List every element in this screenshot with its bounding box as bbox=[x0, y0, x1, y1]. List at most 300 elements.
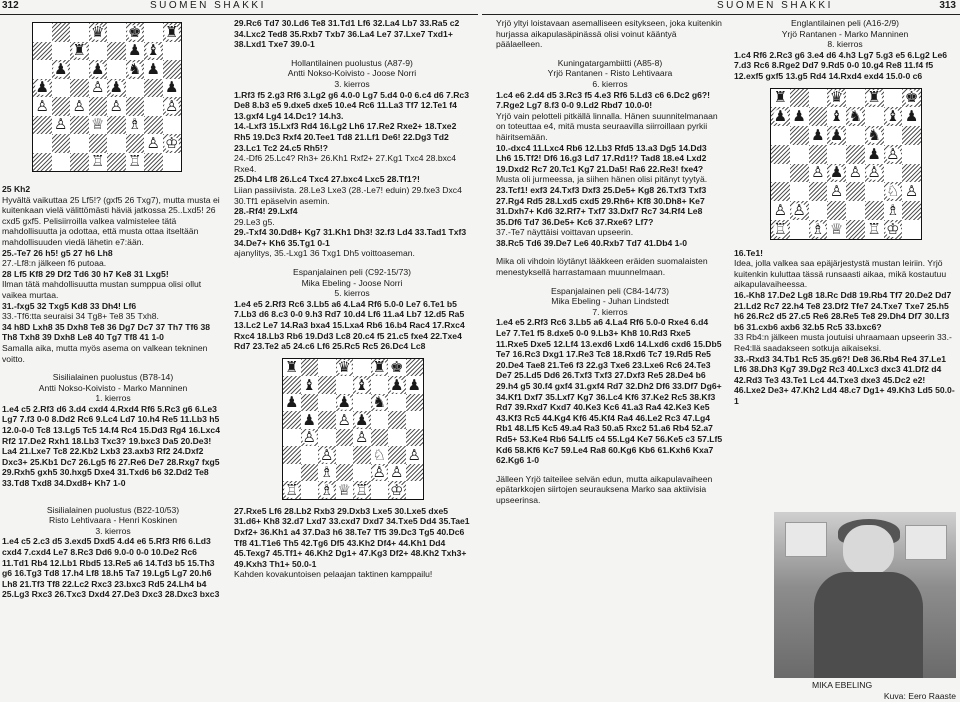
game-title: Hollantilainen puolustus (A87-9) bbox=[291, 57, 413, 68]
chess-piece-icon: ♙ bbox=[811, 164, 825, 182]
board-square bbox=[70, 23, 89, 42]
game-moves: 1.c4 Rf6 2.Rc3 g6 3.e4 d6 4.h3 Lg7 5.g3 e5 6.Lg2 Le6 7.d3 Rc6 8.Rge2 Dd7 9.Rd5 0-0 10.g4 Re8 11.f4 f5 12.exf5 gxf5 13.g5 Rd4 14.Rxd4 exd4 15.0-0 c6 bbox=[734, 49, 948, 81]
board-square bbox=[388, 429, 406, 447]
board-square bbox=[827, 220, 846, 239]
player-photo bbox=[774, 512, 956, 678]
chess-piece-icon: ♙ bbox=[165, 97, 179, 115]
board-square bbox=[33, 42, 52, 61]
chess-piece-icon: ♚ bbox=[128, 23, 142, 41]
board-square bbox=[52, 42, 71, 61]
board-square bbox=[790, 201, 809, 220]
annotation-text: Jälleen Yrjö taiteilee selvän edun, mutta aikapulavaiheen epätarkkojen siirtojen seurauksena Marko saa aktiivisia upseerinsa. bbox=[496, 473, 713, 505]
chess-piece-icon: ♛ bbox=[337, 359, 351, 377]
board-square bbox=[89, 134, 108, 153]
chess-piece-icon: ♙ bbox=[146, 134, 160, 152]
game-players: Antti Nokso-Koivisto - Joose Norri bbox=[287, 68, 417, 79]
annotation-text: 29.Le3 g5. bbox=[234, 216, 275, 227]
board-square bbox=[336, 376, 354, 394]
board-square bbox=[353, 394, 371, 412]
board-square bbox=[33, 134, 52, 153]
board-square bbox=[301, 411, 319, 429]
board-square bbox=[318, 411, 336, 429]
left-page bbox=[0, 0, 478, 702]
chess-piece-icon: ♟ bbox=[165, 79, 179, 97]
game-moves: 23.Tcf1! exf3 24.Txf3 Dxf3 25.De5+ Kg8 26.Txf3 Txf3 27.Rg4 Rd5 28.Lxd5 cxd5 29.Rh6+ Kf8 30.Dh8+ Ke7 31.Dxh7+ Kd6 32.Rf7+ Txf7 33.Dxf7 Rc7 34.Rf4 Le8 35.Df6 Td7 36.De5+ Kc6 37.Rxe6? Lf7? bbox=[496, 184, 707, 227]
move-text: 38.Rc5 Td6 39.De7 Le6 40.Rxb7 Td7 41.Db4 1-0 bbox=[496, 237, 688, 248]
board-square bbox=[353, 376, 371, 394]
board-square bbox=[771, 89, 790, 108]
board-square bbox=[809, 164, 828, 183]
board-square bbox=[846, 201, 865, 220]
game-round: 5. kierros bbox=[334, 288, 370, 299]
board-square bbox=[827, 182, 846, 201]
board-square bbox=[144, 134, 163, 153]
chess-piece-icon: ♟ bbox=[773, 108, 788, 126]
page-number: 312 bbox=[2, 0, 19, 11]
board-square bbox=[318, 394, 336, 412]
chess-piece-icon: ♟ bbox=[829, 126, 844, 144]
game-moves: 14.-Lxf3 15.Lxf3 Rd4 16.Lg2 Lh6 17.Re2 Rxe2+ 18.Txe2 Rh5 19.Dc3 Rxf4 20.Tee1 Td8 21.Lf1 De6! 22.Dg3 Td2 23.Lc1 Tc2 24.c5 Rh5!? bbox=[234, 121, 457, 153]
chess-piece-icon: ♘ bbox=[372, 446, 386, 464]
board-square bbox=[318, 359, 336, 377]
board-square bbox=[301, 394, 319, 412]
chess-piece-icon: ♙ bbox=[320, 446, 334, 464]
board-square bbox=[336, 359, 354, 377]
move-text: 29.-Txf4 30.Dd8+ Kg7 31.Kh1 Dh3! 32.f3 Ld4 33.Tad1 Txf3 34.De7+ Kh6 35.Tg1 0-1 bbox=[234, 227, 467, 248]
annotation-text: Samalla aika, mutta myös asema on valkean tekninen voitto. bbox=[2, 342, 208, 364]
chess-piece-icon: ♟ bbox=[355, 411, 369, 429]
chess-piece-icon: ♖ bbox=[91, 153, 105, 171]
board-square bbox=[771, 126, 790, 145]
board-square bbox=[89, 42, 108, 61]
chess-piece-icon: ♟ bbox=[54, 60, 68, 78]
chess-piece-icon: ♖ bbox=[867, 220, 881, 238]
annotation-text: Idea, jolla valkea saa epäjärjestystä mustan leiriin. Yrjö kuitenkin kuluttaa tässä runsaasti aikaa, mikä kostautuu aikapulavaiheessa. bbox=[734, 258, 947, 290]
chess-piece-icon: ♚ bbox=[390, 359, 404, 377]
board-square bbox=[144, 116, 163, 135]
board-square bbox=[283, 411, 301, 429]
chess-piece-icon: ♜ bbox=[165, 23, 179, 41]
annotation-text: 37.-Te7 näyttäisi voittavan upseerin. bbox=[496, 227, 634, 238]
board-square bbox=[371, 359, 389, 377]
annotation-text: ajanylitys, 35.-Lxg1 36 Txg1 Dh5 voittoaseman. bbox=[234, 248, 415, 259]
board-square bbox=[771, 145, 790, 164]
chess-piece-icon: ♙ bbox=[54, 116, 68, 134]
board-square bbox=[884, 107, 903, 126]
board-square bbox=[388, 359, 406, 377]
game-players: Mika Ebeling - Joose Norri bbox=[301, 277, 403, 288]
board-square bbox=[107, 134, 126, 153]
board-square bbox=[70, 134, 89, 153]
chess-piece-icon: ♟ bbox=[91, 60, 105, 78]
board-square bbox=[163, 134, 182, 153]
game-title: Espanjalainen peli (C84-14/73) bbox=[550, 285, 669, 296]
chess-piece-icon: ♙ bbox=[109, 97, 123, 115]
annotation-text: 33.-Tf6:tta seuraisi 34 Tg8+ Te8 35 Txh8. bbox=[2, 311, 159, 322]
move-text: 28 Lf5 Kf8 29 Df2 Td6 30 h7 Ke8 31 Lxg5! bbox=[2, 268, 169, 279]
board-square bbox=[884, 126, 903, 145]
board-square bbox=[89, 23, 108, 42]
chess-piece-icon: ♞ bbox=[128, 60, 142, 78]
chess-piece-icon: ♛ bbox=[91, 23, 105, 41]
board-square bbox=[809, 145, 828, 164]
board-square bbox=[809, 89, 828, 108]
chess-piece-icon: ♟ bbox=[285, 394, 299, 412]
board-square bbox=[809, 126, 828, 145]
board-square bbox=[846, 164, 865, 183]
chess-piece-icon: ♙ bbox=[792, 201, 806, 219]
board-square bbox=[126, 97, 145, 116]
chess-piece-icon: ♙ bbox=[773, 201, 788, 219]
board-square bbox=[902, 89, 921, 108]
board-square bbox=[52, 116, 71, 135]
board-square bbox=[283, 481, 301, 499]
board-square bbox=[865, 89, 884, 108]
board-square bbox=[318, 429, 336, 447]
chess-piece-icon: ♙ bbox=[886, 145, 900, 163]
board-square bbox=[371, 376, 389, 394]
board-square bbox=[89, 116, 108, 135]
board-square bbox=[283, 446, 301, 464]
board-square bbox=[126, 42, 145, 61]
chess-piece-icon: ♙ bbox=[35, 97, 49, 115]
board-square bbox=[865, 182, 884, 201]
annotation-text: Yrjö yltyi loistavaan asemalliseen esitykseen, joka kuitenkin hurjassa aikapulasäpinässä olisi voinut kääntyä päälaelleen. bbox=[496, 18, 722, 50]
board-square bbox=[827, 89, 846, 108]
photo-caption-credit: Kuva: Eero Raaste bbox=[883, 691, 956, 701]
board-square bbox=[902, 107, 921, 126]
board-square bbox=[884, 89, 903, 108]
chess-piece-icon: ♙ bbox=[867, 164, 881, 182]
chess-piece-icon: ♙ bbox=[407, 446, 421, 464]
game-moves: 27.Rxe5 Lf6 28.Lb2 Rxb3 29.Dxb3 Lxe5 30.Lxe5 dxe5 31.d6+ Kh8 32.d7 Lxd7 33.cxd7 Dxd7 34.Txe5 Dd4 35.Tae1 Dxf2+ 36.Kh1 a4 37.Da3 h6 38.Te7 Tf5 39.Dc3 Tg5 40.Dc6 Tf8 41.T1e6 Th5 42.Tg6 Df5 43.Kh2 Df4+ 44.Kh1 Dd4 45.Texg7 45.Tf1+ 46.Kh2 Dg1+ 47.Kg3 Df2+ 48.Kh2 Txh3+ 49.Kxh3 Th1+ 50.0-1 bbox=[234, 505, 470, 569]
page-number: 313 bbox=[939, 0, 956, 11]
annotation-text: Mika oli vihdoin löytänyt lääkkeen eräiden suomalaisten menestyksellä harrastamaan muunnelmaan. bbox=[496, 256, 708, 278]
game-players: Yrjö Rantanen - Risto Lehtivaara bbox=[547, 68, 673, 79]
chess-piece-icon: ♟ bbox=[109, 79, 123, 97]
game-title: Kuningatargambiitti (A85-8) bbox=[557, 57, 663, 68]
game-players: Risto Lehtivaara - Henri Koskinen bbox=[48, 515, 177, 526]
board-square bbox=[846, 145, 865, 164]
chess-piece-icon: ♟ bbox=[407, 376, 421, 394]
chess-piece-icon: ♕ bbox=[337, 481, 351, 499]
game-moves: 33.-Rxd3 34.Tb1 Rc5 35.g6?! De8 36.Rb4 Re4 37.Le1 Lf6 38.Dh3 Kg7 39.Dg2 Rc3 40.Lxc3 dxc3 41.Df2 d4 42.Rd3 Te3 43.Te1 Lc4 44.Txe3 dxe3 45.Dc2 e2! 46.Lxe2 De3+ 47.Kh2 Ld4 48.c7 Dg1+ 49.Kh3 Ld5 50.0-1 bbox=[734, 353, 955, 406]
chess-piece-icon: ♜ bbox=[867, 89, 881, 107]
game-round: 3. kierros bbox=[334, 78, 370, 89]
game-moves: 1.Rf3 f5 2.g3 Rf6 3.Lg2 g6 4.0-0 Lg7 5.d4 0-0 6.c4 d6 7.Rc3 De8 8.b3 e5 9.dxe5 dxe5 10.e4 Rc6 11.La3 Tf7 12.Te1 f4 13.gxf4 Lg4 14.Dc1? 14.h3. bbox=[234, 89, 469, 121]
board-square bbox=[318, 446, 336, 464]
board-square bbox=[865, 126, 884, 145]
board-square bbox=[144, 79, 163, 98]
board-square bbox=[388, 394, 406, 412]
board-square bbox=[144, 60, 163, 79]
board-square bbox=[846, 89, 865, 108]
board-square bbox=[107, 42, 126, 61]
board-square bbox=[70, 79, 89, 98]
board-square bbox=[336, 411, 354, 429]
chess-piece-icon: ♙ bbox=[72, 97, 86, 115]
board-square bbox=[827, 164, 846, 183]
board-square bbox=[336, 464, 354, 482]
left-column-1 bbox=[2, 18, 224, 698]
board-square bbox=[126, 153, 145, 172]
chess-piece-icon: ♝ bbox=[886, 108, 900, 126]
board-square bbox=[70, 116, 89, 135]
board-square bbox=[884, 164, 903, 183]
board-square bbox=[865, 220, 884, 239]
board-square bbox=[371, 446, 389, 464]
game-players: Yrjö Rantanen - Marko Manninen bbox=[781, 28, 909, 39]
chess-piece-icon: ♖ bbox=[285, 481, 299, 499]
board-square bbox=[771, 164, 790, 183]
board-square bbox=[301, 481, 319, 499]
chess-piece-icon: ♟ bbox=[390, 376, 404, 394]
game-round: 1. kierros bbox=[95, 393, 131, 404]
game-moves: 1.c4 e6 2.d4 d5 3.Rc3 f5 4.e3 Rf6 5.Ld3 c6 6.Dc2 g6?! 7.Rge2 Lg7 8.f3 0-0 9.Ld2 Rbd7 10.0-0! bbox=[496, 89, 710, 111]
board-square bbox=[107, 116, 126, 135]
annotation-text: 24.-Df6 25.Lc4? Rh3+ 26.Kh1 Rxf2+ 27.Kg1 Txc4 28.bxc4 Rxe4. bbox=[234, 153, 456, 174]
board-square bbox=[406, 481, 424, 499]
chess-piece-icon: ♙ bbox=[372, 464, 386, 482]
board-square bbox=[353, 359, 371, 377]
chess-piece-icon: ♔ bbox=[390, 481, 404, 499]
board-square bbox=[107, 23, 126, 42]
chess-piece-icon: ♙ bbox=[302, 429, 316, 447]
game-title: Espanjalainen peli (C92-15/73) bbox=[292, 267, 411, 278]
board-square bbox=[163, 97, 182, 116]
board-square bbox=[70, 42, 89, 61]
board-square bbox=[790, 107, 809, 126]
board-square bbox=[388, 481, 406, 499]
chess-piece-icon: ♙ bbox=[904, 183, 919, 201]
move-text: 34 h8D Lxh8 35 Dxh8 Te8 36 Dg7 Dc7 37 Th7 Tf6 38 Th8 Txh8 39 Dxh8 Le8 40 Tg7 Tf8 41 1-0 bbox=[2, 321, 211, 343]
chess-piece-icon: ♕ bbox=[829, 220, 844, 238]
game-moves: 1.e4 e5 2.Rf3 Rc6 3.Lb5 a6 4.La4 Rf6 5.0-0 Le7 6.Te1 b5 7.Lb3 d6 8.c3 0-0 9.h3 Rd7 10.d4 Lf6 11.a4 Lb7 12.d5 Ra5 13.Lc2 Le7 14.Ra3 bxa4 15.Lxa4 Rb6 16.b4 Rac4 17.Rxc4 Rxc4 18.Lb3 Rb6 19.Dd3 Lc8 20.c4 f5 21.c5 fxe4 22.Txe4 Rd7 23.Te2 a5 24.c6 Lf6 25.Rc5 Rc5 26.Dc4 Lc8 bbox=[234, 298, 465, 352]
game-round: 3. kierros bbox=[95, 525, 131, 536]
board-square bbox=[89, 79, 108, 98]
board-square bbox=[353, 411, 371, 429]
chess-piece-icon: ♗ bbox=[886, 201, 900, 219]
right-column-1 bbox=[496, 18, 724, 698]
board-square bbox=[33, 153, 52, 172]
board-square bbox=[406, 429, 424, 447]
board-square bbox=[318, 464, 336, 482]
board-square bbox=[884, 201, 903, 220]
board-square bbox=[865, 145, 884, 164]
board-square bbox=[33, 97, 52, 116]
chess-piece-icon: ♙ bbox=[390, 464, 404, 482]
board-square bbox=[902, 201, 921, 220]
board-square bbox=[52, 134, 71, 153]
chess-piece-icon: ♟ bbox=[867, 145, 881, 163]
chess-piece-icon: ♟ bbox=[302, 411, 316, 429]
chess-piece-icon: ♟ bbox=[337, 394, 351, 412]
board-square bbox=[144, 97, 163, 116]
game-moves: 1.e4 c5 2.Rf3 d6 3.d4 cxd4 4.Rxd4 Rf6 5.Rc3 g6 6.Le3 Lg7 7.f3 0-0 8.Dd2 Rc6 9.Lc4 Ld7 10.h4 Re5 11.Lb3 h5 12.0-0-0 Tc8 13.Lg5 Tc5 14.f4 Rc4 15.Dd3 Rg4 16.Lxc4 Rf2 17.De2 Rxh1 18.Lb3 Txc3? 19.bxc3 Da5 20.De3! La4 21.Lxe7 Tc8 22.Kb2 Lxb3 23.axb3 Rf2 24.Dxf2 Dxc3+ 25.Kb1 Dc7 26.Lg5 f6 27.Re6 De7 28.Rxg7 fxg5 29.Rxh5 gxh5 30.hxg5 Dxe4 31.Txd6 b6 32.Dd2 Te8 33.Td8 Txd8 34.Dxd8+ Kh7 1-0 bbox=[2, 403, 220, 489]
game-moves: 16.-Kh8 17.De2 Lg8 18.Rc Dd8 19.Rb4 Tf7 20.De2 Dd7 21.Ld2 Rc7 22.h4 Te8 23.Df2 Tfe7 24.Txe7 Txe7 25.h5 h6 26.Rc2 d5 27.c5 Re6 28.Re5 Te8 29.Dh4 Df7 30.Lf3 b6 31.cxb6 axb6 32.b5 Rc5 33.bxc6? bbox=[734, 289, 952, 332]
board-square bbox=[388, 446, 406, 464]
chess-piece-icon: ♖ bbox=[773, 220, 788, 238]
board-square bbox=[790, 182, 809, 201]
board-square bbox=[52, 79, 71, 98]
board-square bbox=[371, 394, 389, 412]
board-square bbox=[902, 126, 921, 145]
chess-piece-icon: ♗ bbox=[128, 116, 142, 134]
board-square bbox=[52, 23, 71, 42]
game-title: Englantilainen peli (A16-2/9) bbox=[791, 18, 899, 28]
chess-piece-icon: ♝ bbox=[829, 108, 844, 126]
game-players: Antti Nokso-Koivisto - Marko Manninen bbox=[38, 382, 188, 393]
board-square bbox=[144, 42, 163, 61]
chess-piece-icon: ♟ bbox=[811, 126, 825, 144]
board-square bbox=[406, 394, 424, 412]
chess-piece-icon: ♟ bbox=[904, 108, 919, 126]
chess-piece-icon: ♟ bbox=[128, 42, 142, 60]
board-square bbox=[283, 394, 301, 412]
board-square bbox=[353, 464, 371, 482]
right-page-header bbox=[482, 0, 960, 15]
board-square bbox=[846, 126, 865, 145]
game-moves: 29.Rc6 Td7 30.Ld6 Te8 31.Td1 Lf6 32.La4 Lb7 33.Ra5 c2 34.Lxc2 Ted8 35.Rxb7 Txb7 36.La4 Le7 37.Lxe7 Txd1+ 38.Lxd1 Txe7 39.0-1 bbox=[234, 18, 460, 50]
left-page-header bbox=[0, 0, 478, 15]
board-square bbox=[107, 79, 126, 98]
chess-piece-icon: ♕ bbox=[91, 116, 105, 134]
board-square bbox=[790, 89, 809, 108]
annotation-text: 27.-Lf8:n jälkeen f6 putoaa. bbox=[2, 258, 107, 269]
game-round: 8. kierros bbox=[827, 39, 863, 50]
chess-piece-icon: ♙ bbox=[91, 79, 105, 97]
board-square bbox=[318, 376, 336, 394]
board-square bbox=[336, 446, 354, 464]
board-square bbox=[353, 446, 371, 464]
board-square bbox=[388, 376, 406, 394]
annotation-text: 33 Rb4:n jälkeen musta joutuisi uhraamaan upseerin 33.-Re4:llä saadakseen sotkuja aikaiseksi. bbox=[734, 332, 952, 353]
board-square bbox=[163, 60, 182, 79]
board-square bbox=[52, 153, 71, 172]
board-square bbox=[771, 201, 790, 220]
board-square bbox=[902, 145, 921, 164]
board-square bbox=[406, 446, 424, 464]
board-square bbox=[884, 145, 903, 164]
board-square bbox=[827, 107, 846, 126]
chess-piece-icon: ♜ bbox=[773, 89, 788, 107]
board-square bbox=[902, 164, 921, 183]
annotation-text: Kahden kovakuntoisen pelaajan taktinen kamppailu! bbox=[234, 569, 433, 580]
board-square bbox=[809, 182, 828, 201]
chess-piece-icon: ♞ bbox=[848, 108, 863, 126]
game-moves: 1.e4 e5 2.Rf3 Rc6 3.Lb5 a6 4.La4 Rf6 5.0-0 Rxe4 6.d4 Le7 7.Te1 f5 8.dxe5 0-0 9.Lb3+ Kh8 10.Rd3 Rxe5 11.Rxe5 Dxe5 12.Lf4 13.exd6 Lxd6 14.Lxd6 cxd6 15.Db5 Te7 16.Rc3 Dxg1 17.Re3 Tc8 18.Rxd6 Tc7 19.Rd5 Re5 20.De4 Tae8 21.Te6 f3 22.g3 Txe6 23.Lxe6 Rc6 24.Te3 De7 25.Ld5 Dd6 26.Txf3 Txf3 27.Dxf3 Re5 28.De4 b6 29.h4 g5 30.f4 gxf4 31.gxf4 Rd7 32.Dh2 Df6 33.Df7 Dg6+ 34.Kf1 Dxf7 35.Lxf7 Kg7 36.Lc4 Kf6 37.Ke2 Rc5 38.Kf3 Rd7 39.Rxd7 Kxd7 40.Ke3 Kc6 41.a3 Ra4 42.Ke3 Ke5 43.Kf3 Rc5 44.Kg4 Kf6 45.Kf4 Ra4 46.Le2 Rc3 47.Lg4 Rb1 48.Lf5 Kc5 49.a4 Ra3 50.a5 Rxc2 51.a6 Rb4 52.a7 Rd5+ 53.Ke4 Rb6 54.Lf5 c4 55.Lg4 Ke7 56.Ke5 c3 57.Lf5 Kd6 58.Kf6 Kc7 59.Le4 Ra8 60.Kg6 Kb6 61.Kxh6 Kxa7 62.Kg6 1-0 bbox=[496, 317, 723, 466]
board-square bbox=[52, 60, 71, 79]
board-square bbox=[865, 201, 884, 220]
chess-piece-icon: ♟ bbox=[792, 108, 806, 126]
chess-diagram-2 bbox=[282, 358, 424, 500]
board-square bbox=[336, 429, 354, 447]
board-square bbox=[107, 153, 126, 172]
board-square bbox=[406, 411, 424, 429]
chess-piece-icon: ♙ bbox=[829, 183, 844, 201]
board-square bbox=[301, 429, 319, 447]
chess-piece-icon: ♔ bbox=[165, 134, 179, 152]
chess-piece-icon: ♝ bbox=[355, 376, 369, 394]
game-round: 7. kierros bbox=[592, 306, 628, 317]
move-text: 25.-Te7 26 h5! g5 27 h6 Lh8 bbox=[2, 247, 113, 258]
board-square bbox=[865, 107, 884, 126]
board-square bbox=[163, 79, 182, 98]
board-square bbox=[89, 153, 108, 172]
board-square bbox=[144, 153, 163, 172]
chess-piece-icon: ♛ bbox=[829, 89, 844, 107]
board-square bbox=[353, 429, 371, 447]
board-square bbox=[846, 220, 865, 239]
chess-piece-icon: ♝ bbox=[302, 376, 316, 394]
board-square bbox=[163, 42, 182, 61]
chess-piece-icon: ♝ bbox=[146, 42, 160, 60]
board-square bbox=[107, 97, 126, 116]
board-square bbox=[406, 376, 424, 394]
game-moves: 1.e4 c5 2.c3 d5 3.exd5 Dxd5 4.d4 e6 5.Rf3 Rf6 6.Ld3 cxd4 7.cxd4 Le7 8.Rc3 Dd6 9.0-0 0-0 10.De2 Rc6 11.Td1 Rb4 12.Lb1 Rbd5 13.Re5 a6 14.Td3 b5 15.Th3 g6 16.Tg3 Td8 17.h4 Lf8 18.h5 Ta7 19.Lg5 Lg7 20.h6 Lh8 21.Tf3 Tf8 22.Lc2 Rxc3 23.bxc3 Rd5 24.Lh4 b4 25.Lg3 Rxc3 26.Txc3 Dxd4 27.De3 Dxc3 28.Dxc3 bxc3 bbox=[2, 536, 220, 600]
chess-piece-icon: ♔ bbox=[886, 220, 900, 238]
board-square bbox=[790, 164, 809, 183]
board-square bbox=[371, 411, 389, 429]
board-square bbox=[126, 116, 145, 135]
chess-piece-icon: ♖ bbox=[355, 481, 369, 499]
board-square bbox=[846, 107, 865, 126]
board-square bbox=[52, 97, 71, 116]
board-square bbox=[126, 79, 145, 98]
board-square bbox=[790, 145, 809, 164]
board-square bbox=[301, 446, 319, 464]
chess-piece-icon: ♚ bbox=[904, 89, 919, 107]
board-square bbox=[33, 60, 52, 79]
chess-diagram-1 bbox=[32, 22, 182, 172]
left-column-2 bbox=[234, 18, 470, 698]
board-square bbox=[301, 464, 319, 482]
board-square bbox=[301, 376, 319, 394]
board-square bbox=[902, 220, 921, 239]
board-square bbox=[70, 97, 89, 116]
board-square bbox=[89, 60, 108, 79]
right-page bbox=[482, 0, 960, 702]
board-square bbox=[371, 464, 389, 482]
chess-piece-icon: ♗ bbox=[811, 220, 825, 238]
board-square bbox=[283, 464, 301, 482]
board-square bbox=[283, 429, 301, 447]
chess-piece-icon: ♜ bbox=[72, 42, 86, 60]
game-title: Sisilialainen puolustus (B22-10/53) bbox=[46, 504, 180, 515]
photo-caption-name: MIKA EBELING bbox=[812, 680, 873, 690]
board-square bbox=[163, 23, 182, 42]
move-text: 28.-Rf4! 29.Lxf4 bbox=[234, 206, 298, 217]
board-square bbox=[371, 429, 389, 447]
board-square bbox=[301, 359, 319, 377]
board-square bbox=[318, 481, 336, 499]
chess-piece-icon: ♟ bbox=[829, 164, 844, 182]
annotation-text: Hyvältä vaikuttaa 25 Lf5!? (gxf5 26 Txg7), mutta musta ei kuitenkaan vielä välittömästi häviä jatkossa 25..Lxd5! 26 cxd5 gxf5. Pelisiirroilla valkea valmistelee tätä mahdollisuutta ja odottaa, että musta ottaa itseltään mahdollisuuden viedä lähetin e7:ään. bbox=[2, 194, 220, 247]
board-square bbox=[865, 164, 884, 183]
board-square bbox=[70, 153, 89, 172]
board-square bbox=[283, 359, 301, 377]
chess-diagram-3 bbox=[770, 88, 922, 240]
board-square bbox=[846, 182, 865, 201]
board-square bbox=[144, 23, 163, 42]
board-square bbox=[336, 394, 354, 412]
board-square bbox=[371, 481, 389, 499]
board-square bbox=[809, 107, 828, 126]
board-square bbox=[107, 60, 126, 79]
game-moves: 10.-dxc4 11.Lxc4 Rb6 12.Lb3 Rfd5 13.a3 Dg5 14.Dd3 Lh6 15.Tf2! Df6 16.g3 Ld7 17.Rd1!? Tad8 18.e4 Lxd2 19.Dxd2 Rc7 20.Tc1 Kg7 21.Da5! Ra6 22.Re3! fxe4? bbox=[496, 142, 707, 174]
board-square bbox=[126, 23, 145, 42]
board-square bbox=[902, 182, 921, 201]
